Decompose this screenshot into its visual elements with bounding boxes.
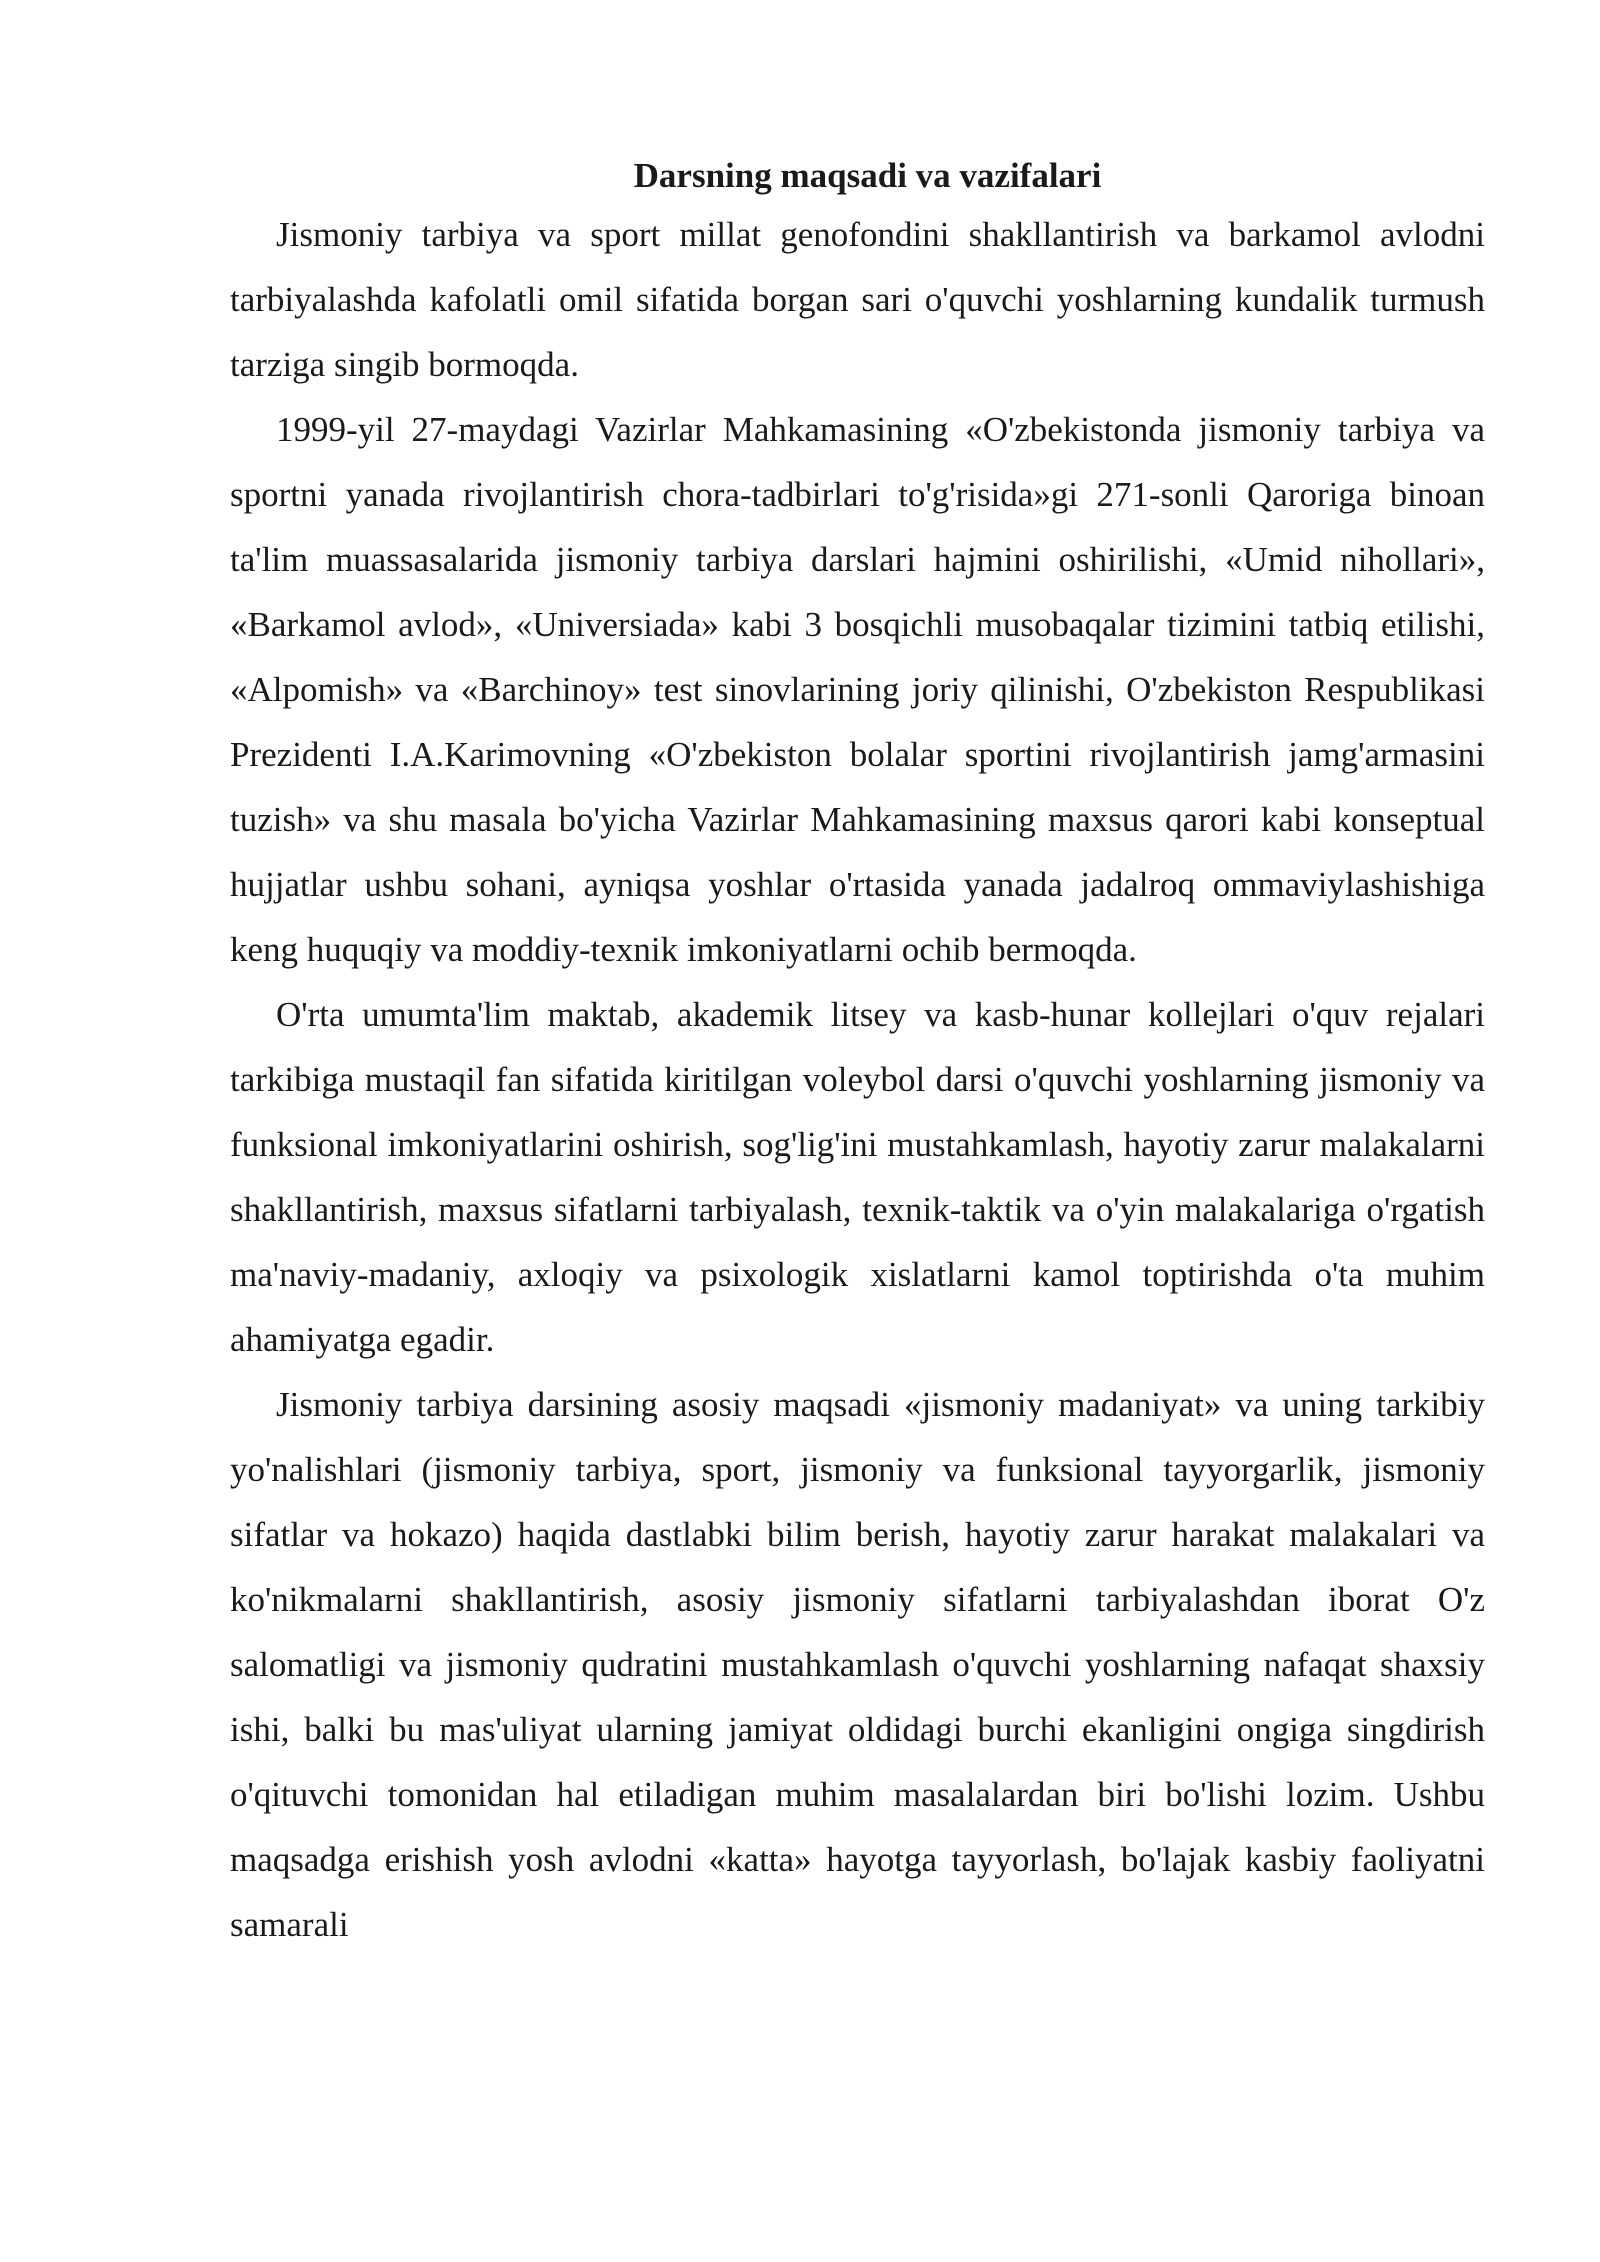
paragraph-3: O'rta umumta'lim maktab, akademik litsey va kasb-hunar kollejlari o'quv rejalari tarkibiga mustaqil fan sifatida kiritilgan voleybol darsi o'quvchi yoshlarning jismoniy va funksional imkoniyatlarini oshirish, sog'lig'ini mustahkamlash, hayotiy zarur malakalarni shakllantirish, maxsus sifatlarni tarbiyalash, texnik-taktik va o'yin malakalariga o'rgatish ma'naviy-madaniy, axloqiy va psixologik xislatlarni kamol toptirishda o'ta muhim ahamiyatga egadir. bbox=[230, 995, 1485, 1359]
document-body bbox=[230, 150, 1485, 1957]
paragraph-2: 1999-yil 27-maydagi Vazirlar Mahkamasining «O'zbekistonda jismoniy tarbiya va sportni yanada rivojlantirish chora-tadbirlari to'g'risida»gi 271-sonli Qaroriga binoan ta'lim muassasalarida jismoniy tarbiya darslari hajmini oshirilishi, «Umid nihollari», «Barkamol avlod», «Universiada» kabi 3 bosqichli musobaqalar tizimini tatbiq etilishi, «Alpomish» va «Barchinoy» test sinovlarining joriy qilinishi, O'zbekiston Respublikasi Prezidenti I.A.Karimovning «O'zbekiston bolalar sportini rivojlantirish jamg'armasini tuzish» va shu masala bo'yicha Vazirlar Mahkamasining maxsus qarori kabi konseptual hujjatlar ushbu sohani, ayniqsa yoshlar o'rtasida yanada jadalroq ommaviylashishiga keng huquqiy va moddiy-texnik imkoniyatlarni ochib bermoqda. bbox=[230, 410, 1485, 969]
paragraph-1: Jismoniy tarbiya va sport millat genofondini shakllantirish va barkamol avlodni tarbiyalashda kafolatli omil sifatida borgan sari o'quvchi yoshlarning kundalik turmush tarziga singib bormoqda. bbox=[230, 215, 1485, 384]
document-title: Darsning maqsadi va vazifalari bbox=[633, 156, 1102, 195]
paragraph-4: Jismoniy tarbiya darsining asosiy maqsadi «jismoniy madaniyat» va uning tarkibiy yo'nalishlari (jismoniy tarbiya, sport, jismoniy va funksional tayyorgarlik, jismoniy sifatlar va hokazo) haqida dastlabki bilim berish, hayotiy zarur harakat malakalari va ko'nikmalarni shakllantirish, asosiy jismoniy sifatlarni tarbiyalashdan iborat O'z salomatligi va jismoniy qudratini mustahkamlash o'quvchi yoshlarning nafaqat shaxsiy ishi, balki bu mas'uliyat ularning jamiyat oldidagi burchi ekanligini ongiga singdirish o'qituvchi tomonidan hal etiladigan muhim masalalardan biri bo'lishi lozim. Ushbu maqsadga erishish yosh avlodni «katta» hayotga tayyorlash, bo'lajak kasbiy faoliyatni samarali bbox=[230, 1385, 1485, 1944]
